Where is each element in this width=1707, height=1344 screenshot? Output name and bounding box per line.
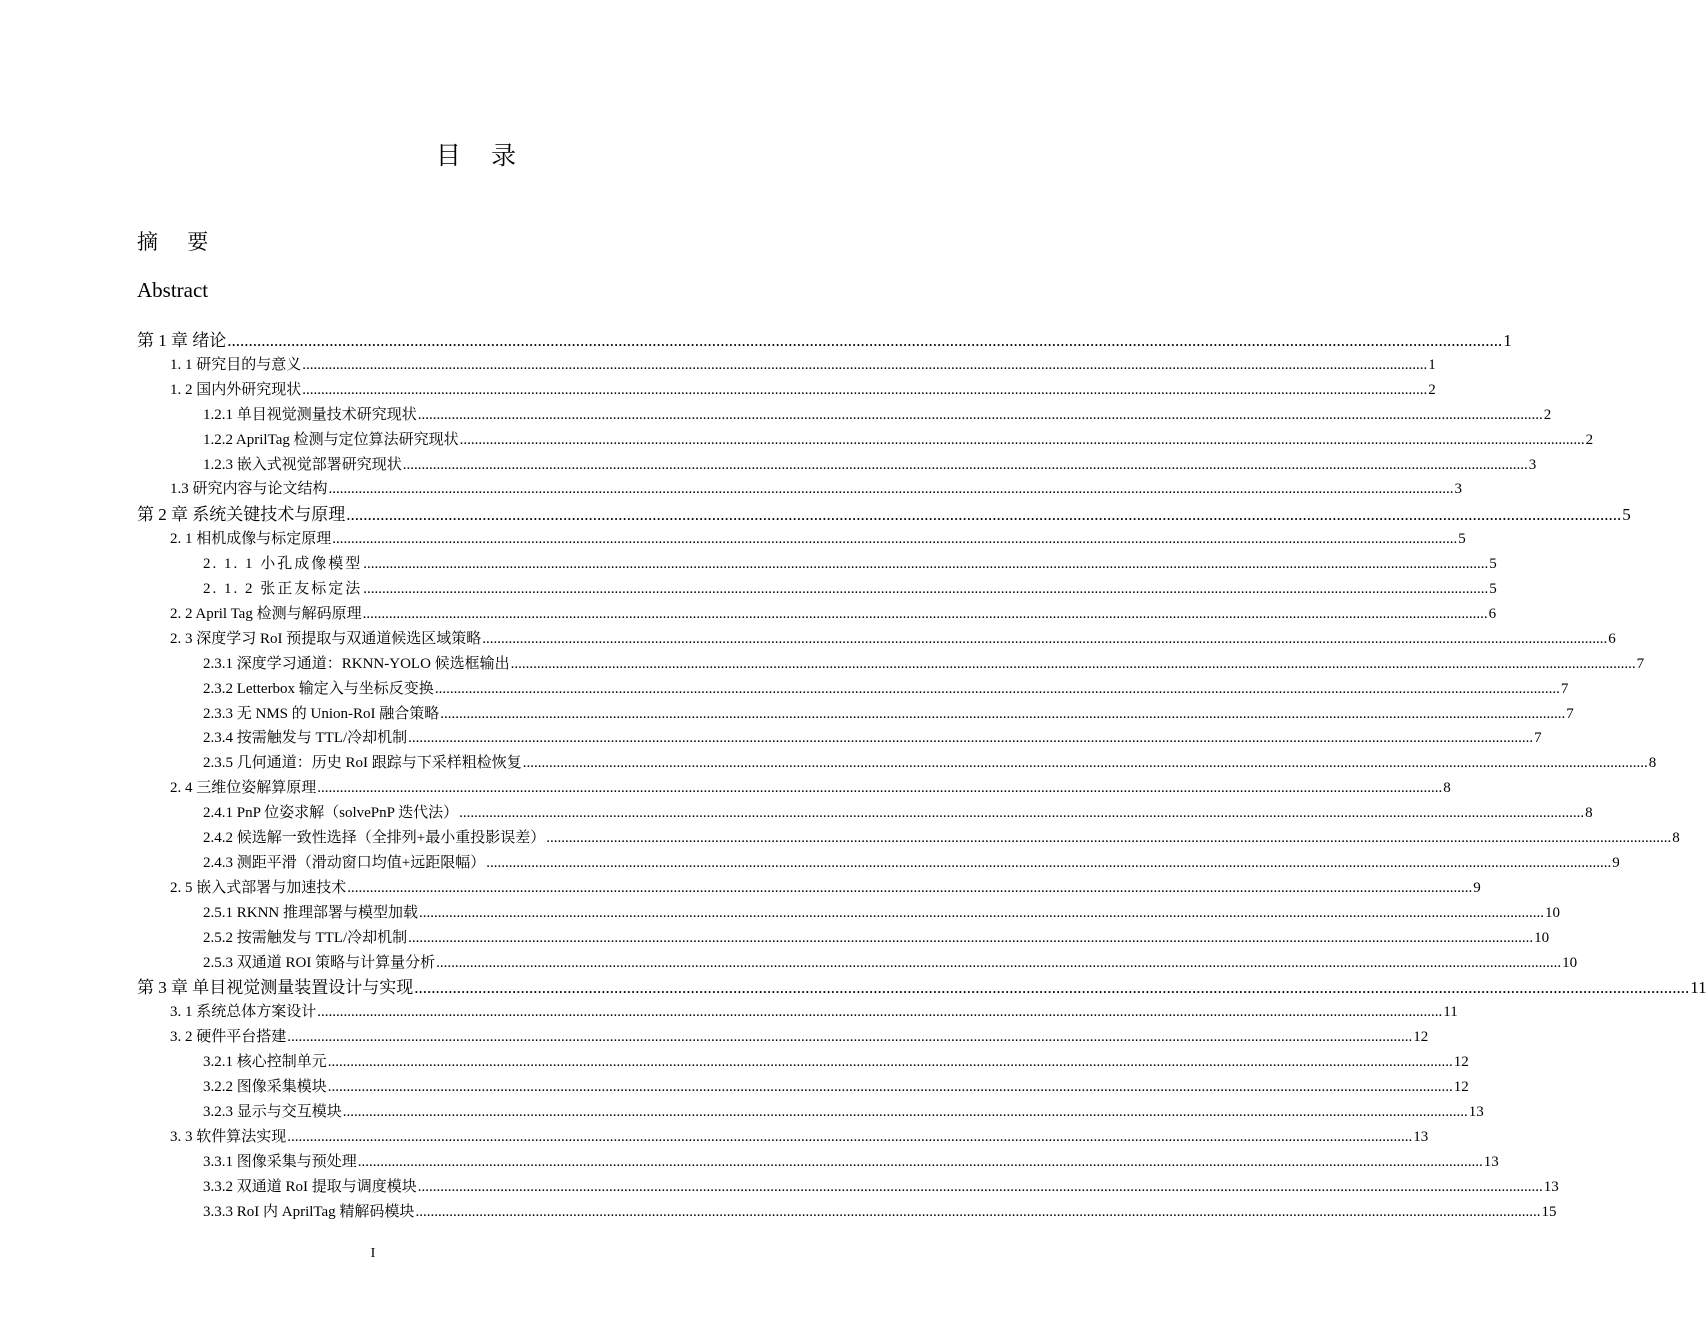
toc-leader-dots: ............................................................................................................................................................................................................................................................................................................: [363, 581, 1489, 597]
toc-entry-title: 第 2 章 系统关键技术与原理: [137, 505, 346, 525]
toc-entry-title: 2.4.2 候选解一致性选择（全排列+最小重投影误差）: [203, 830, 546, 846]
toc-entry[interactable]: [203, 1050, 1469, 1075]
toc-entry-page: 7: [1560, 680, 1569, 697]
toc-entry[interactable]: [203, 926, 1550, 951]
toc-entry[interactable]: [170, 1125, 1429, 1150]
toc-entry-page: 2: [1585, 431, 1594, 448]
toc-leader-dots: ............................................................................................................................................................................................................................................................................................................: [317, 780, 1443, 797]
abstract-zh-heading: 摘 要: [137, 230, 221, 254]
toc-entry[interactable]: [203, 652, 1645, 677]
toc-entry-page: 8: [1648, 755, 1657, 772]
toc-entry-page: 10: [1562, 954, 1578, 971]
toc-entry-title: 1.3 研究内容与论文结构: [170, 481, 328, 498]
toc-entry-title: 2. 2 April Tag 检测与解码原理: [170, 605, 362, 622]
toc-entry-title: 3.2.2 图像采集模块: [203, 1079, 327, 1095]
toc-entry-page: 11: [1443, 1004, 1458, 1021]
toc-entry-title: 2.3.2 Letterbox 输定入与坐标反变换: [203, 680, 434, 697]
toc-leader-dots: ............................................................................................................................................................................................................................................................................................................: [436, 954, 1562, 971]
toc-entry-title: 2.4.3 测距平滑（滑动窗口均值+远距限幅）: [203, 854, 486, 871]
toc-entry-page: 7: [1636, 655, 1645, 672]
toc-leader-dots: ............................................................................................................................................................................................................................................................................................................: [342, 1103, 1468, 1120]
toc-entry-page: 3: [1528, 456, 1537, 473]
toc-entry-page: 5: [1622, 505, 1631, 525]
toc-entry[interactable]: [170, 627, 1616, 652]
toc-leader-dots: ............................................................................................................................................................................................................................................................................................................: [357, 1153, 1483, 1170]
toc-entry[interactable]: [170, 602, 1497, 627]
toc-entry[interactable]: [203, 403, 1552, 428]
toc-entry-title: 3.2.3 显示与交互模块: [203, 1103, 342, 1120]
toc-leader-dots: ............................................................................................................................................................................................................................................................................................................: [408, 929, 1534, 946]
toc-entry[interactable]: [203, 826, 1680, 851]
toc-entry-title: 2.5.1 RKNN 推理部署与模型加载: [203, 904, 419, 921]
toc-leader-dots: ............................................................................................................................................................................................................................................................................................................: [482, 630, 1608, 647]
toc-entry[interactable]: [203, 552, 1497, 577]
toc-entry[interactable]: [203, 951, 1578, 976]
toc-entry-title: 3. 2 硬件平台搭建: [170, 1029, 287, 1046]
toc-leader-dots: ............................................................................................................................................................................................................................................................................................................: [362, 605, 1488, 622]
toc-leader-dots: ............................................................................................................................................................................................................................................................................................................: [332, 531, 1458, 548]
toc-entry[interactable]: [170, 876, 1481, 901]
toc-entry-page: 11: [1690, 978, 1707, 998]
toc-entry[interactable]: [137, 502, 1631, 527]
toc-entry-title: 2.3.3 无 NMS 的 Union-RoI 融合策略: [203, 705, 440, 722]
toc-entry-page: 13: [1468, 1103, 1484, 1120]
toc-entry-page: 2: [1428, 381, 1436, 398]
toc-entry[interactable]: [170, 527, 1466, 552]
toc-entry-page: 12: [1453, 1079, 1469, 1095]
toc-leader-dots: ............................................................................................................................................................................................................................................................................................................: [347, 879, 1473, 896]
toc-entry[interactable]: [203, 577, 1497, 602]
toc-leader-dots: ............................................................................................................................................................................................................................................................................................................: [317, 1004, 1443, 1021]
toc-leader-dots: ............................................................................................................................................................................................................................................................................................................: [510, 655, 1636, 672]
toc-entry[interactable]: [203, 901, 1561, 926]
toc-entry-page: 13: [1413, 1128, 1429, 1145]
toc-leader-dots: ............................................................................................................................................................................................................................................................................................................: [408, 730, 1534, 747]
toc-leader-dots: ............................................................................................................................................................................................................................................................................................................: [287, 1128, 1413, 1145]
toc-entry-page: 13: [1543, 1178, 1559, 1195]
toc-entry[interactable]: [170, 776, 1451, 801]
toc-entry[interactable]: [203, 851, 1620, 876]
toc-leader-dots: ............................................................................................................................................................................................................................................................................................................: [417, 406, 1543, 423]
toc-leader-dots: ............................................................................................................................................................................................................................................................................................................: [302, 356, 1428, 373]
toc-entry-title: 3.3.2 双通道 RoI 提取与调度模块: [203, 1178, 417, 1195]
toc-entry-title: 3.3.1 图像采集与预处理: [203, 1153, 357, 1170]
toc-entry-page: 1: [1503, 331, 1512, 350]
toc-entry-title: 3.3.3 RoI 内 AprilTag 精解码模块: [203, 1203, 415, 1220]
toc-entry[interactable]: [170, 378, 1436, 403]
toc-entry[interactable]: [203, 1175, 1559, 1200]
toc-entry[interactable]: [203, 1075, 1469, 1100]
toc-entry-title: 2. 3 深度学习 RoI 预提取与双通道候选区域策略: [170, 630, 482, 647]
toc-entry-page: 6: [1488, 605, 1497, 622]
toc-entry-title: 1.2.1 单目视觉测量技术研究现状: [203, 406, 417, 423]
toc-entry-title: 2. 4 三维位姿解算原理: [170, 780, 317, 797]
toc-entry-page: 12: [1453, 1054, 1469, 1071]
toc-entry-title: 2.3.1 深度学习通道：RKNN-YOLO 候选框输出: [203, 655, 510, 672]
toc-entry[interactable]: [137, 975, 1707, 1000]
toc-entry[interactable]: [170, 1025, 1429, 1050]
toc-entry[interactable]: [170, 1000, 1458, 1025]
toc-entry[interactable]: [203, 702, 1574, 727]
abstract-en-heading: Abstract: [137, 278, 209, 302]
toc-entry-page: 13: [1483, 1153, 1499, 1170]
toc-entry-page: 8: [1672, 830, 1680, 846]
toc-entry-title: 2. 1. 1 小孔成像模型: [203, 556, 363, 573]
page-number: I: [370, 1246, 376, 1261]
toc-leader-dots: ............................................................................................................................................................................................................................................................................................................: [402, 456, 1528, 473]
toc-entry-title: 2. 5 嵌入式部署与加速技术: [170, 879, 347, 896]
toc-entry-title: 2. 1 相机成像与标定原理: [170, 531, 332, 548]
toc-entry[interactable]: [203, 1150, 1499, 1175]
toc-entry-page: 1: [1428, 356, 1436, 373]
toc-leader-dots: ............................................................................................................................................................................................................................................................................................................: [363, 556, 1489, 573]
toc-entry-title: 2.5.2 按需触发与 TTL/冷却机制: [203, 929, 408, 946]
page-title: 目 录: [435, 143, 529, 170]
toc-entry[interactable]: [170, 477, 1463, 502]
toc-entry-page: 2: [1543, 406, 1552, 423]
toc-entry-title: 3.2.1 核心控制单元: [203, 1054, 327, 1071]
toc-leader-dots: ............................................................................................................................................................................................................................................................................................................: [227, 331, 1503, 350]
toc-entry-page: 5: [1489, 581, 1497, 597]
toc-entry[interactable]: [170, 353, 1436, 378]
toc-entry-title: 1. 1 研究目的与意义: [170, 356, 302, 373]
toc-entry-page: 8: [1585, 805, 1593, 822]
toc-leader-dots: ............................................................................................................................................................................................................................................................................................................: [419, 904, 1545, 921]
toc-entry-page: 8: [1443, 780, 1451, 797]
toc-entry-page: 6: [1608, 630, 1616, 647]
toc-entry-page: 9: [1612, 854, 1620, 871]
toc-entry-title: 2.3.4 按需触发与 TTL/冷却机制: [203, 730, 408, 747]
toc-leader-dots: ............................................................................................................................................................................................................................................................................................................: [328, 481, 1454, 498]
toc-entry-page: 7: [1566, 705, 1574, 722]
toc-leader-dots: ............................................................................................................................................................................................................................................................................................................: [434, 680, 1560, 697]
toc-entry[interactable]: [203, 1100, 1484, 1125]
toc-entry-page: 15: [1541, 1203, 1557, 1220]
toc-leader-dots: ............................................................................................................................................................................................................................................................................................................: [546, 830, 1672, 846]
toc-entry-page: 3: [1454, 481, 1463, 498]
page-number-footer: [0, 1246, 950, 1262]
toc-leader-dots: ............................................................................................................................................................................................................................................................................................................: [440, 705, 1566, 722]
toc-leader-dots: ............................................................................................................................................................................................................................................................................................................: [302, 381, 1428, 398]
toc-entry[interactable]: [137, 328, 1512, 353]
toc-leader-dots: ............................................................................................................................................................................................................................................................................................................: [327, 1054, 1453, 1071]
toc-entry-page: 10: [1545, 904, 1561, 921]
toc-entry-page: 10: [1534, 929, 1550, 946]
toc-entry[interactable]: [203, 428, 1594, 453]
toc-entry-page: 7: [1534, 730, 1542, 747]
toc-entry-page: 9: [1473, 879, 1481, 896]
toc-entry-title: 第 1 章 绪论: [137, 331, 227, 350]
toc-leader-dots: ............................................................................................................................................................................................................................................................................................................: [417, 1178, 1543, 1195]
toc-entry-title: 3. 1 系统总体方案设计: [170, 1004, 317, 1021]
toc-leader-dots: ............................................................................................................................................................................................................................................................................................................: [414, 978, 1690, 998]
toc-entry-title: 第 3 章 单目视觉测量装置设计与实现: [137, 978, 414, 998]
toc-entry[interactable]: [203, 453, 1537, 478]
toc-entry[interactable]: [203, 726, 1542, 751]
toc-leader-dots: ............................................................................................................................................................................................................................................................................................................: [522, 755, 1648, 772]
toc-leader-dots: ............................................................................................................................................................................................................................................................................................................: [287, 1029, 1413, 1046]
toc-entry-title: 1. 2 国内外研究现状: [170, 381, 302, 398]
toc-entry[interactable]: [203, 677, 1569, 702]
toc-entry-title: 3. 3 软件算法实现: [170, 1128, 287, 1145]
toc-entry-title: 2. 1. 2 张正友标定法: [203, 581, 363, 597]
toc-leader-dots: ............................................................................................................................................................................................................................................................................................................: [459, 431, 1585, 448]
toc-entry-title: 2.4.1 PnP 位姿求解（solvePnP 迭代法）: [203, 805, 459, 822]
toc-entry[interactable]: [203, 1200, 1557, 1225]
toc-leader-dots: ............................................................................................................................................................................................................................................................................................................: [346, 505, 1622, 525]
toc-entry-title: 1.2.3 嵌入式视觉部署研究现状: [203, 456, 402, 473]
toc-entry-page: 5: [1458, 531, 1466, 548]
toc-leader-dots: ............................................................................................................................................................................................................................................................................................................: [415, 1203, 1541, 1220]
toc-entry-page: 12: [1413, 1029, 1429, 1046]
toc-leader-dots: ............................................................................................................................................................................................................................................................................................................: [459, 805, 1585, 822]
toc-entry-title: 1.2.2 AprilTag 检测与定位算法研究现状: [203, 431, 459, 448]
toc-entry[interactable]: [203, 801, 1593, 826]
toc-leader-dots: ............................................................................................................................................................................................................................................................................................................: [486, 854, 1612, 871]
toc-entry[interactable]: [203, 751, 1657, 776]
toc-leader-dots: ............................................................................................................................................................................................................................................................................................................: [327, 1079, 1453, 1095]
toc-entry-page: 5: [1489, 556, 1497, 573]
toc-entry-title: 2.3.5 几何通道：历史 RoI 跟踪与下采样粗检恢复: [203, 755, 522, 772]
toc-entry-title: 2.5.3 双通道 ROI 策略与计算量分析: [203, 954, 436, 971]
